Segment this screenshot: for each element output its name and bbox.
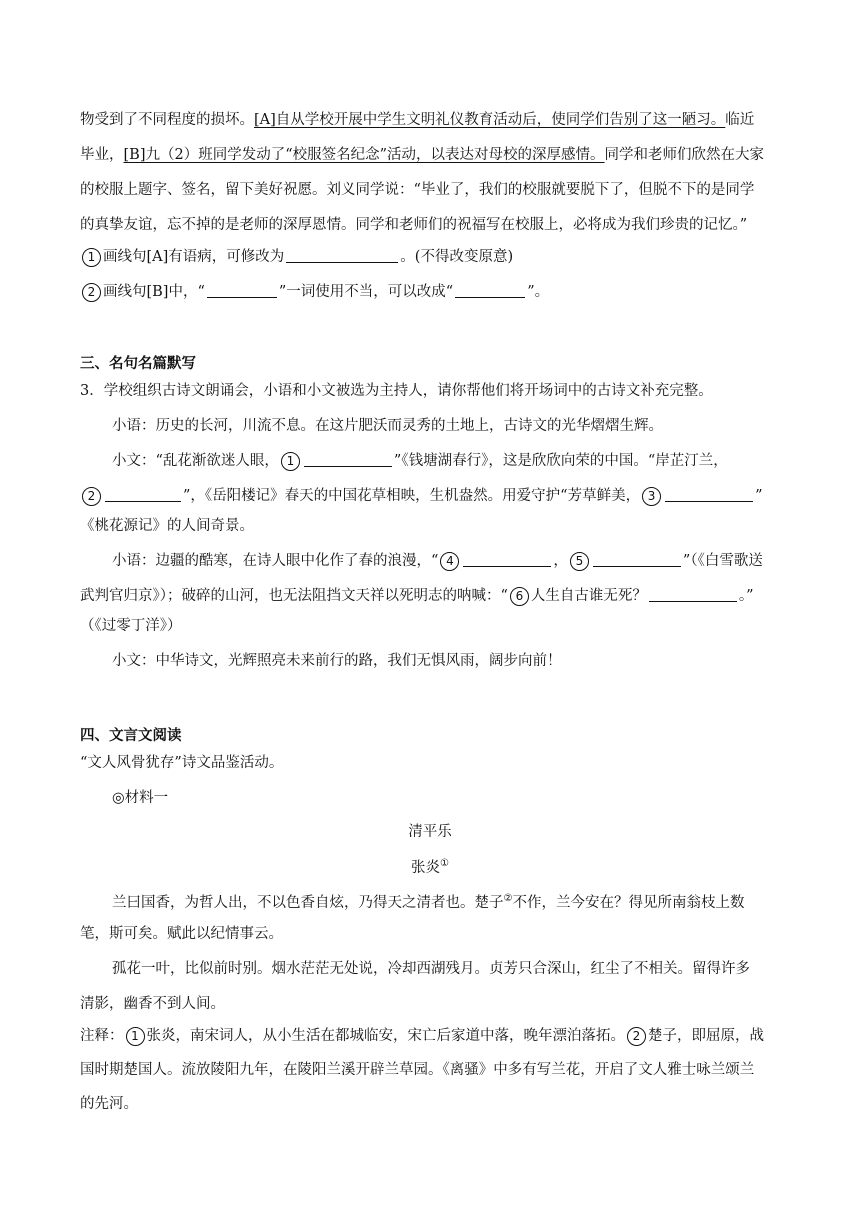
- text: 毕业，: [80, 147, 124, 163]
- circled-number: 4: [440, 552, 459, 571]
- poem-title: 清平乐: [408, 824, 452, 840]
- answer-blank[interactable]: [105, 487, 181, 502]
- circled-number: 2: [82, 487, 101, 506]
- text: 画线句[B]中，“: [103, 284, 205, 300]
- text-line: 的校服上题字、签名，留下美好祝愿。刘义同学说：“毕业了，我们的校服就要脱下了，但脱不下的是同学: [80, 182, 755, 198]
- text: 临近: [725, 112, 755, 128]
- text: 小文：“乱花渐欲迷人眼，: [112, 453, 279, 469]
- text: ”: [755, 488, 763, 504]
- text: 。(不得改变原意): [400, 249, 514, 265]
- text-line: 《桃花源记》的人间奇景。: [80, 518, 254, 534]
- text-line: [80, 110, 754, 130]
- circled-number: 6: [510, 587, 529, 606]
- section-title: 四、文言文阅读: [80, 728, 182, 744]
- answer-blank[interactable]: [455, 283, 525, 298]
- text: ”一词使用不当，可以改成“: [278, 284, 454, 300]
- section-title: 三、名句名篇默写: [80, 356, 196, 372]
- answer-blank[interactable]: [304, 452, 392, 467]
- circled-number: 3: [642, 487, 661, 506]
- paragraph: 小语：历史的长河，川流不息。在这片肥沃而灵秀的土地上，古诗文的光华熠熠生辉。: [112, 418, 663, 434]
- text: 楚子，即屈原，战: [648, 1028, 764, 1044]
- text-line: （《过零丁洋》）: [80, 618, 182, 634]
- answer-blank[interactable]: [649, 587, 737, 602]
- notes-line: 国时期楚国人。流放陵阳九年，在陵阳兰溪开辟兰草园。《离骚》中多有写兰花，开启了文人雅士咏兰颂兰: [80, 1062, 755, 1078]
- poem-author: [0, 854, 860, 878]
- text: 画线句[A]有语病，可修改为: [103, 249, 285, 265]
- text: 人生自古谁无死？: [530, 588, 647, 604]
- underlined-sentence-b: [B]九（2）班同学发动了“校服签名纪念”活动，以表达对母校的深厚感情。: [123, 147, 605, 163]
- answer-blank[interactable]: [593, 552, 681, 567]
- preface-line: 笔，斯可矣。赋此以纪情事云。: [80, 926, 283, 942]
- text: ，: [553, 553, 568, 569]
- text: ”。: [527, 284, 550, 300]
- circled-number: 1: [82, 248, 101, 267]
- text: 物受到了不同程度的损坏。: [80, 112, 254, 128]
- circled-number: 2: [82, 283, 101, 302]
- activity-title: “文人风骨犹存”诗文品鉴活动。: [80, 755, 284, 771]
- circled-number: 2: [627, 1027, 646, 1046]
- author-name: 张炎: [411, 859, 441, 876]
- paragraph: 小文：中华诗文，光辉照亮未来前行的路，我们无惧风雨，阔步向前！: [112, 653, 562, 669]
- text: 武判官归京》）；破碎的山河，也无法阻挡文天祥以死明志的呐喊：“: [80, 588, 508, 604]
- circled-number: 1: [281, 452, 300, 471]
- answer-blank[interactable]: [463, 552, 551, 567]
- material-label: ◎材料一: [112, 790, 169, 806]
- text: ”《钱塘湖春行》，这是欣欣向荣的中国。“岸芷汀兰，: [393, 453, 728, 469]
- text: 张炎，南宋词人，从小生活在都城临安，宋亡后家道中落，晚年漂泊落拓。: [146, 1028, 625, 1044]
- question-2: [80, 282, 549, 302]
- paragraph: [112, 451, 728, 471]
- answer-blank[interactable]: [286, 248, 398, 263]
- answer-blank[interactable]: [207, 283, 277, 298]
- question-1: [80, 247, 513, 267]
- notes-line: [80, 1026, 764, 1046]
- text: 兰曰国香，为哲人出，不以色香自炫，乃得天之清者也。楚子: [112, 894, 504, 911]
- footnote-marker: ①: [440, 858, 449, 869]
- text: 。”: [738, 588, 754, 604]
- text-line: [80, 486, 763, 506]
- text-line: [80, 586, 754, 606]
- text: 同学和老师们欣然在大家: [604, 147, 765, 163]
- circled-number: 5: [570, 552, 589, 571]
- preface-line: [112, 889, 744, 913]
- text-line: [80, 145, 764, 165]
- underlined-sentence-a: [A]自从学校开展中学生文明礼仪教育活动后，使同学们告别了这一陋习。: [254, 112, 726, 128]
- text-line: 的真挚友谊，忘不掉的是老师的深厚恩情。同学和老师们的祝福写在校服上，必将成为我们珍贵的记忆。”: [80, 217, 748, 233]
- question-3-intro: 3．学校组织古诗文朗诵会，小语和小文被选为主持人，请你帮他们将开场词中的古诗文补充完整。: [80, 383, 713, 399]
- circled-number: 1: [126, 1027, 145, 1046]
- verse-line: 孤花一叶，比似前时别。烟水茫茫无处说，冷却西湖残月。贞芳只合深山，红尘了不相关。留得许多: [112, 961, 750, 977]
- text: 不作，兰今安在？得见所南翁枝上数: [512, 894, 745, 911]
- text: ”（《白雪歌送: [682, 553, 763, 569]
- footnote-marker: ②: [503, 893, 513, 904]
- paragraph: [112, 551, 763, 571]
- notes-line: 的先河。: [80, 1096, 138, 1112]
- text: 小语：边疆的酷寒，在诗人眼中化作了春的浪漫，“: [112, 553, 439, 569]
- verse-line: 清影，幽香不到人间。: [80, 996, 225, 1012]
- text: ”，《岳阳楼记》春天的中国花草相映，生机盎然。用爱守护“芳草鲜美，: [183, 488, 641, 504]
- text: 注释：: [80, 1028, 124, 1044]
- answer-blank[interactable]: [665, 487, 753, 502]
